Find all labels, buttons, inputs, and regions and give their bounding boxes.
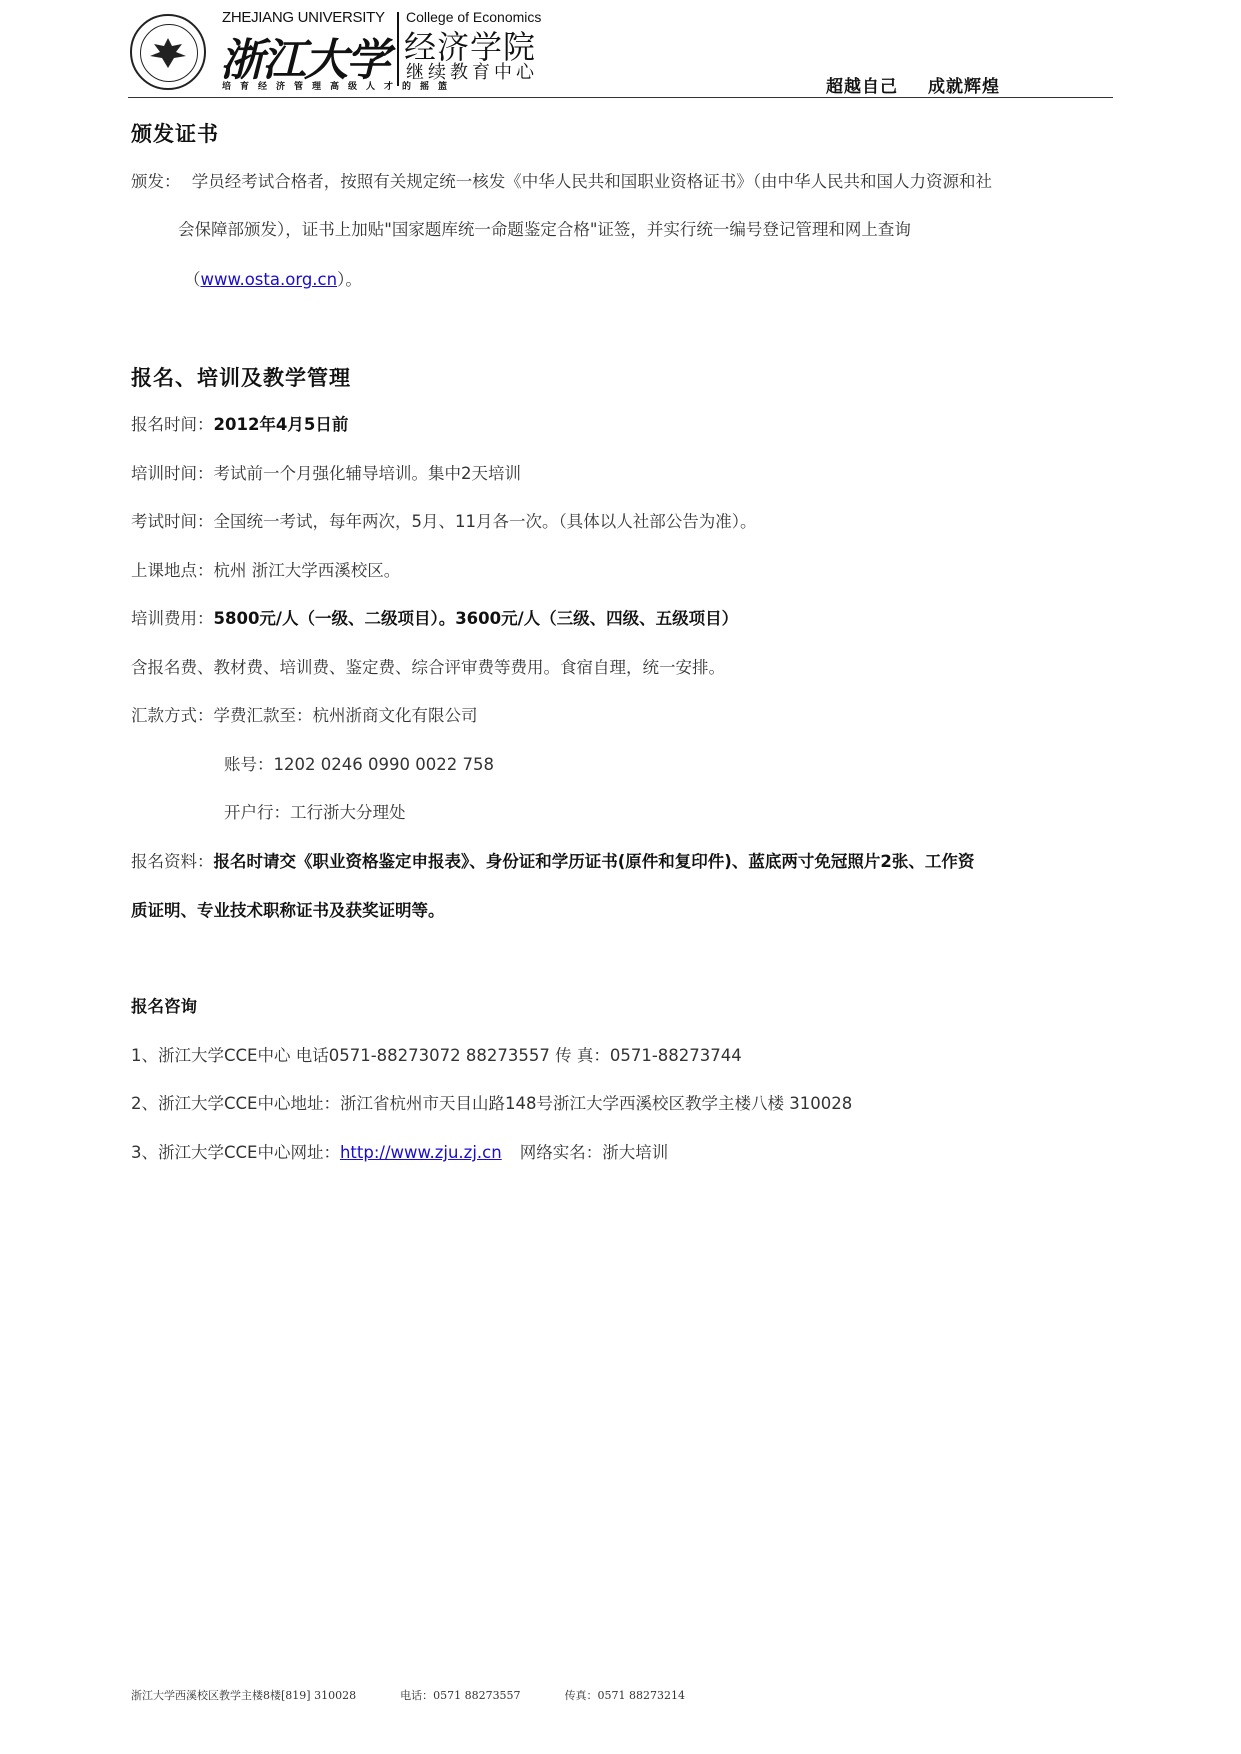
certificate-text-2: 会保障部颁发），证书上加贴"国家题库统一命题鉴定合格"证签，并实行统一编号登记管理和网上查询 xyxy=(178,220,911,239)
certificate-text-1: 学员经考试合格者，按照有关规定统一核发《中华人民共和国职业资格证书》（由中华人民共和国人力资源和社 xyxy=(191,172,992,191)
payment-label: 汇款方式： xyxy=(131,706,214,725)
consult-address: 2、浙江大学CCE中心地址：浙江省杭州市天目山路148号浙江大学西溪校区教学主楼八楼 310028 xyxy=(131,1094,853,1113)
training-value: 考试前一个月强化辅导培训。集中2天培训 xyxy=(213,464,521,483)
university-name-zh: 浙江大学 xyxy=(220,35,388,86)
exam-row xyxy=(131,508,757,532)
location-label: 上课地点： xyxy=(131,561,214,580)
section-title-registration: 报名、培训及教学管理 xyxy=(131,366,351,390)
account-number: 账号：1202 0246 0990 0022 758 xyxy=(224,755,494,774)
payment-row xyxy=(131,702,478,726)
certificate-url-line xyxy=(184,266,362,290)
fee-label: 培训费用： xyxy=(131,609,214,628)
deadline-value: 2012年4月5日前 xyxy=(213,415,349,434)
motto-part-1: 超越自己 xyxy=(826,77,898,97)
header-divider xyxy=(397,12,399,86)
section-title-certificate: 颁发证书 xyxy=(131,122,219,146)
tagline: 培育经济管理高级人才的摇篮 xyxy=(222,82,457,92)
university-logo xyxy=(130,14,206,90)
certificate-line-1 xyxy=(131,168,992,192)
zhejiang-university-seal-icon xyxy=(146,34,190,70)
docs-line-1: 报名时请交《职业资格鉴定申报表》、身份证和学历证书(原件和复印件)、蓝底两寸免冠照片2张、工作资 xyxy=(213,852,975,871)
deadline-label: 报名时间： xyxy=(131,415,214,434)
footer-fax: 传真：0571 88273214 xyxy=(564,1689,686,1702)
docs-line-2: 质证明、专业技术职称证书及获奖证明等。 xyxy=(131,901,445,920)
deadline-row xyxy=(131,411,348,435)
website-label: 3、浙江大学CCE中心网址： xyxy=(131,1143,340,1162)
certificate-label: 颁发： xyxy=(131,172,181,191)
paren-open: （ xyxy=(184,270,201,289)
center-name: 继续教育中心 xyxy=(406,62,538,83)
fee-value: 5800元/人（一级、二级项目）。3600元/人（三级、四级、五级项目） xyxy=(213,609,739,628)
zju-link[interactable]: http://www.zju.zj.cn xyxy=(339,1143,502,1162)
college-name-en: College of Economics xyxy=(406,9,542,25)
university-name-en: ZHEJIANG UNIVERSITY xyxy=(222,9,385,26)
location-value: 杭州 浙江大学西溪校区。 xyxy=(213,561,401,580)
osta-link[interactable]: www.osta.org.cn xyxy=(200,270,338,289)
motto xyxy=(826,72,1000,97)
college-name-zh: 经济学院 xyxy=(404,28,537,66)
consult-website-row xyxy=(131,1139,668,1163)
training-row xyxy=(131,460,521,484)
training-label: 培训时间： xyxy=(131,464,214,483)
exam-label: 考试时间： xyxy=(131,512,214,531)
payment-value: 学费汇款至：杭州浙商文化有限公司 xyxy=(213,706,478,725)
header-rule xyxy=(128,97,1113,98)
docs-label: 报名资料： xyxy=(131,852,214,871)
page-footer xyxy=(131,1687,685,1703)
exam-value: 全国统一考试，每年两次，5月、11月各一次。（具体以人社部公告为准）。 xyxy=(213,512,757,531)
net-name: 网络实名：浙大培训 xyxy=(519,1143,669,1162)
footer-phone: 电话：0571 88273557 xyxy=(400,1689,521,1702)
consult-phone: 1、浙江大学CCE中心 电话0571-88273072 88273557 传 真：0571-88273744 xyxy=(131,1046,742,1065)
section-title-consult: 报名咨询 xyxy=(131,997,197,1016)
paren-close: ）。 xyxy=(337,270,362,289)
motto-part-2: 成就辉煌 xyxy=(928,77,1000,97)
bank-name: 开户行：工行浙大分理处 xyxy=(224,803,406,822)
fee-note: 含报名费、教材费、培训费、鉴定费、综合评审费等费用。食宿自理，统一安排。 xyxy=(131,658,725,677)
fee-row xyxy=(131,605,738,629)
docs-row xyxy=(131,848,974,872)
footer-address: 浙江大学西溪校区教学主楼8楼[819] 310028 xyxy=(131,1689,357,1702)
location-row xyxy=(131,557,400,581)
